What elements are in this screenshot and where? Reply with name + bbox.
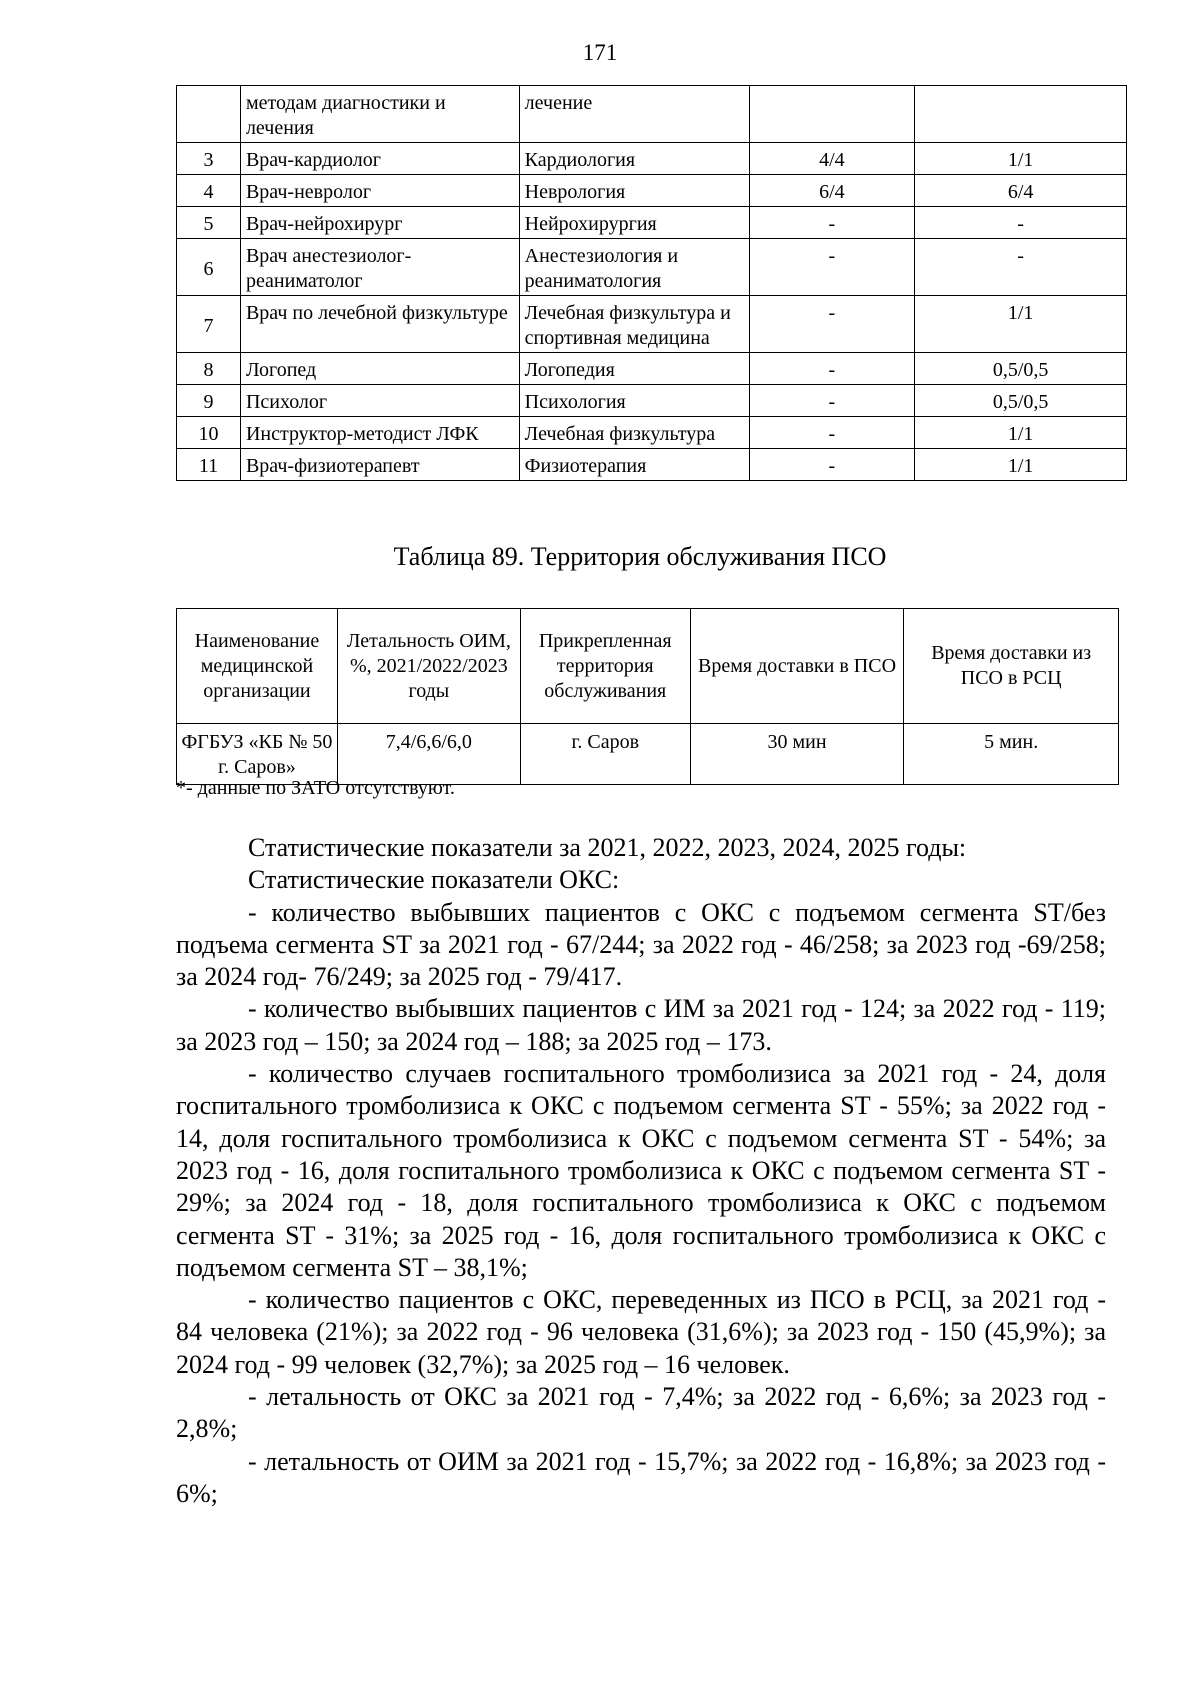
value-cell: 0,5/0,5 bbox=[915, 385, 1127, 417]
specialty-cell: Логопедия bbox=[519, 353, 749, 385]
column-header: Время доставки из ПСО в РСЦ bbox=[904, 609, 1119, 724]
table-row bbox=[177, 353, 1127, 385]
position-cell: Врач-кардиолог bbox=[240, 143, 519, 175]
specialty-cell: Анестезиология и реаниматология bbox=[519, 239, 749, 296]
value-cell: 6/4 bbox=[915, 175, 1127, 207]
specialty-cell: Лечебная физкультура и спортивная медицина bbox=[519, 296, 749, 353]
position-cell: Логопед bbox=[240, 353, 519, 385]
table-row bbox=[177, 207, 1127, 239]
table-row bbox=[177, 449, 1127, 481]
value-cell: - bbox=[749, 207, 915, 239]
position-cell: Врач-физиотерапевт bbox=[240, 449, 519, 481]
table-cell: лечение bbox=[519, 86, 749, 143]
value-cell: - bbox=[749, 353, 915, 385]
position-cell: Психолог bbox=[240, 385, 519, 417]
value-cell: 1/1 bbox=[915, 449, 1127, 481]
specialty-cell: Неврология bbox=[519, 175, 749, 207]
table-cell bbox=[177, 86, 241, 143]
row-number: 5 bbox=[177, 207, 241, 239]
staff-table bbox=[176, 85, 1127, 481]
table-cell bbox=[915, 86, 1127, 143]
column-header: Прикрепленная территория обслуживания bbox=[520, 609, 690, 724]
value-cell: 6/4 bbox=[749, 175, 915, 207]
position-cell: Врач-невролог bbox=[240, 175, 519, 207]
position-cell: Врач по лечебной физкультуре bbox=[240, 296, 519, 353]
specialty-cell: Кардиология bbox=[519, 143, 749, 175]
paragraph: - количество пациентов с ОКС, переведенных из ПСО в РСЦ, за 2021 год - 84 человека (21%); за 2022 год - 96 человека (31,6%); за 2023 год - 150 (45,9%); за 2024 год - 99 человек (32,7%); за 2025 год – 16 человек. bbox=[176, 1285, 1106, 1379]
mortality-cell: 7,4/6,6/6,0 bbox=[337, 724, 520, 785]
value-cell: 1/1 bbox=[915, 143, 1127, 175]
paragraph: - летальность от ОИМ за 2021 год - 15,7%; за 2022 год - 16,8%; за 2023 год - 6%; bbox=[176, 1446, 1106, 1508]
table-row bbox=[177, 385, 1127, 417]
row-number: 10 bbox=[177, 417, 241, 449]
page-number: 171 bbox=[582, 40, 618, 65]
section-heading: Статистические показатели за 2021, 2022, 2023, 2024, 2025 годы: bbox=[248, 833, 967, 862]
column-header: Время доставки в ПСО bbox=[690, 609, 904, 724]
value-cell: 0,5/0,5 bbox=[915, 353, 1127, 385]
specialty-cell: Нейрохирургия bbox=[519, 207, 749, 239]
table-caption: Таблица 89. Территория обслуживания ПСО bbox=[393, 542, 887, 571]
row-number: 8 bbox=[177, 353, 241, 385]
table-row bbox=[177, 417, 1127, 449]
value-cell: - bbox=[749, 417, 915, 449]
paragraph: - количество случаев госпитального тромболизиса за 2021 год - 24, доля госпитального тромболизиса к ОКС с подъемом сегмента ST - 55%; за 2022 год - 14, доля госпитального тромболизиса к ОКС с подъемом сегмента ST - 54%; за 2023 год - 16, доля госпитального тромболизиса к ОКС с подъемом сегмента ST - 29%; за 2024 год - 18, доля госпитального тромболизиса к ОКС с подъемом сегмента ST - 31%; за 2025 год - 16, доля госпитального тромболизиса к ОКС с подъемом сегмента ST – 38,1%; bbox=[176, 1059, 1106, 1282]
body-text bbox=[176, 832, 1106, 1510]
footnote: *- данные по ЗАТО отсутствуют. bbox=[176, 777, 455, 799]
table-row bbox=[177, 239, 1127, 296]
value-cell: - bbox=[915, 207, 1127, 239]
value-cell: - bbox=[749, 385, 915, 417]
table-header-row bbox=[177, 609, 1119, 724]
specialty-cell: Физиотерапия bbox=[519, 449, 749, 481]
value-cell: - bbox=[915, 239, 1127, 296]
territory-cell: г. Саров bbox=[520, 724, 690, 785]
table-row bbox=[177, 86, 1127, 143]
column-header: Наименование медицинской организации bbox=[177, 609, 338, 724]
table-row bbox=[177, 175, 1127, 207]
row-number: 7 bbox=[177, 296, 241, 353]
organization-cell: ФГБУЗ «КБ № 50 г. Саров» bbox=[177, 724, 338, 785]
row-number: 9 bbox=[177, 385, 241, 417]
position-cell: Врач анестезиолог-реаниматолог bbox=[240, 239, 519, 296]
row-number: 4 bbox=[177, 175, 241, 207]
value-cell: - bbox=[749, 239, 915, 296]
paragraph: - количество выбывших пациентов с ОКС с подъемом сегмента ST/без подъема сегмента ST за 2021 год - 67/244; за 2022 год - 46/258; за 2023 год -69/258; за 2024 год- 76/249; за 2025 год - 79/417. bbox=[176, 897, 1106, 992]
value-cell: 1/1 bbox=[915, 296, 1127, 353]
table-cell bbox=[749, 86, 915, 143]
table-row bbox=[177, 296, 1127, 353]
table-row bbox=[177, 143, 1127, 175]
table-row bbox=[177, 724, 1119, 785]
row-number: 6 bbox=[177, 239, 241, 296]
position-cell: Врач-нейрохирург bbox=[240, 207, 519, 239]
paragraph: - летальность от ОКС за 2021 год - 7,4%; за 2022 год - 6,6%; за 2023 год - 2,8%; bbox=[176, 1382, 1106, 1444]
value-cell: 1/1 bbox=[915, 417, 1127, 449]
table-cell: методам диагностики и лечения bbox=[240, 86, 519, 143]
transfer-time-cell: 5 мин. bbox=[904, 724, 1119, 785]
value-cell: 4/4 bbox=[749, 143, 915, 175]
value-cell: - bbox=[749, 449, 915, 481]
specialty-cell: Психология bbox=[519, 385, 749, 417]
row-number: 11 bbox=[177, 449, 241, 481]
section-subheading: Статистические показатели ОКС: bbox=[248, 865, 620, 895]
pso-territory-table bbox=[176, 608, 1119, 785]
value-cell: - bbox=[749, 296, 915, 353]
row-number: 3 bbox=[177, 143, 241, 175]
delivery-time-cell: 30 мин bbox=[690, 724, 904, 785]
column-header: Летальность ОИМ, %, 2021/2022/2023 годы bbox=[337, 609, 520, 724]
paragraph: - количество выбывших пациентов с ИМ за 2021 год - 124; за 2022 год - 119; за 2023 год – 150; за 2024 год – 188; за 2025 год – 173. bbox=[176, 994, 1106, 1056]
position-cell: Инструктор-методист ЛФК bbox=[240, 417, 519, 449]
specialty-cell: Лечебная физкультура bbox=[519, 417, 749, 449]
